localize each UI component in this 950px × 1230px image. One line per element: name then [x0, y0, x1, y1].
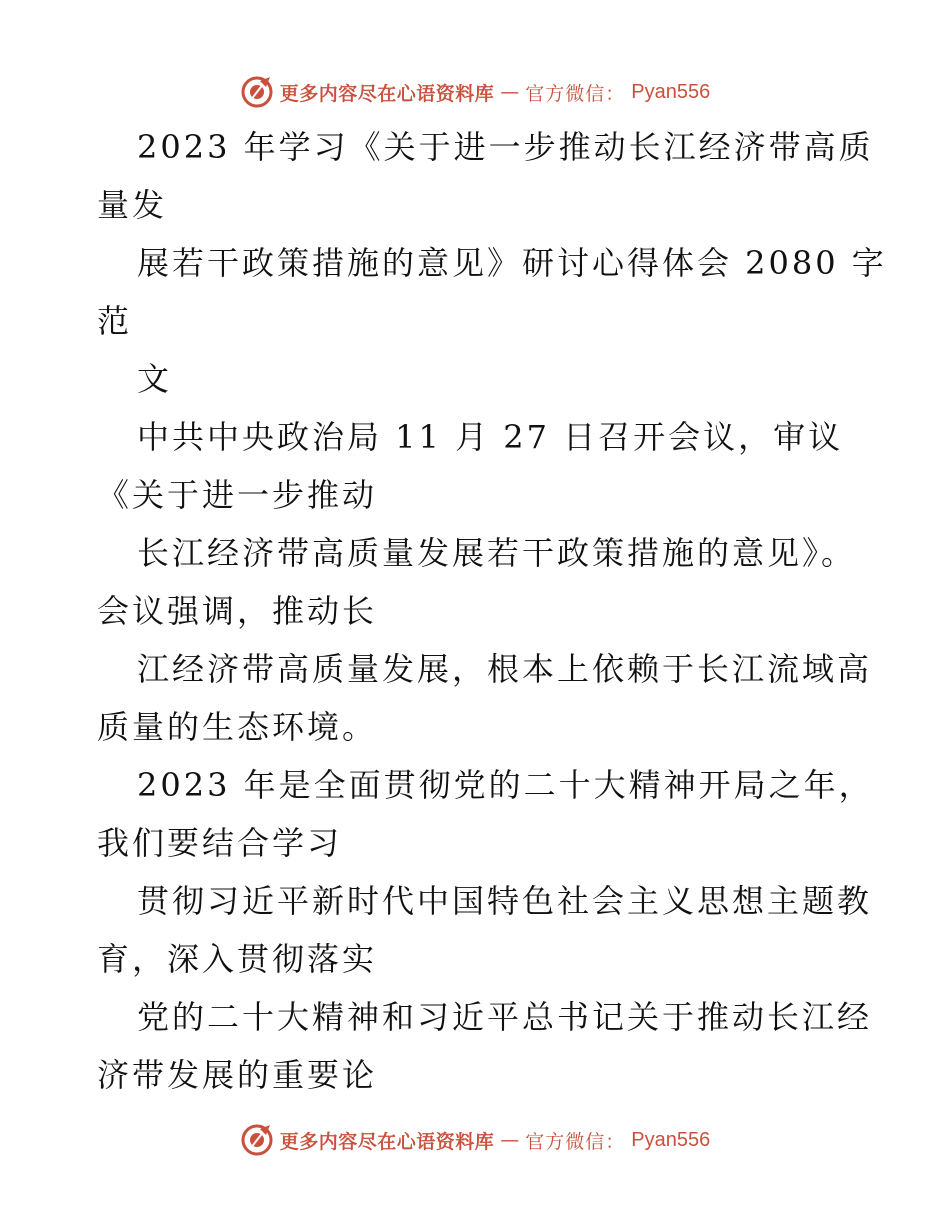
- doc-line: 范: [97, 302, 133, 340]
- doc-line: 贯彻习近平新时代中国特色社会主义思想主题教: [137, 882, 873, 920]
- doc-line: 文: [137, 360, 173, 398]
- banner-separator: —: [500, 1129, 520, 1151]
- banner-wechat-id: Pyan556: [631, 80, 711, 103]
- doc-line: 育，深入贯彻落实: [97, 940, 378, 978]
- doc-line: 济带发展的重要论: [97, 1056, 378, 1094]
- banner-brand: 更多内容尽在心语资料库: [279, 82, 495, 105]
- doc-line: 江经济带高质量发展，根本上依赖于长江流域高: [137, 650, 873, 688]
- doc-line: 展若干政策措施的意见》研讨心得体会 2080 字: [137, 244, 887, 282]
- doc-line: 质量的生态环境。: [97, 708, 378, 746]
- footer-banner: [0, 1120, 950, 1160]
- document-body: [97, 118, 887, 1104]
- doc-line: 2023 年是全面贯彻党的二十大精神开局之年，: [137, 766, 874, 804]
- doc-line: 2023 年学习《关于进一步推动长江经济带高质: [137, 128, 874, 166]
- doc-line: 我们要结合学习: [97, 824, 343, 862]
- banner-separator: —: [500, 81, 520, 103]
- doc-line: 长江经济带高质量发展若干政策措施的意见》。: [137, 534, 857, 572]
- logo-icon: [240, 75, 274, 109]
- doc-line: 《关于进一步推动: [97, 476, 378, 514]
- doc-line: 量发: [97, 186, 168, 224]
- doc-line: 中共中央政治局 11 月 27 日召开会议，审议: [137, 418, 844, 456]
- banner-wechat-label: 官方微信：: [525, 82, 626, 105]
- doc-line: 党的二十大精神和习近平总书记关于推动长江经: [137, 998, 873, 1036]
- header-banner: [0, 72, 950, 112]
- logo-icon: [240, 1123, 274, 1157]
- doc-line: 会议强调，推动长: [97, 592, 378, 630]
- banner-wechat-id: Pyan556: [631, 1128, 711, 1151]
- banner-wechat-label: 官方微信：: [525, 1130, 626, 1153]
- banner-brand: 更多内容尽在心语资料库: [279, 1130, 495, 1153]
